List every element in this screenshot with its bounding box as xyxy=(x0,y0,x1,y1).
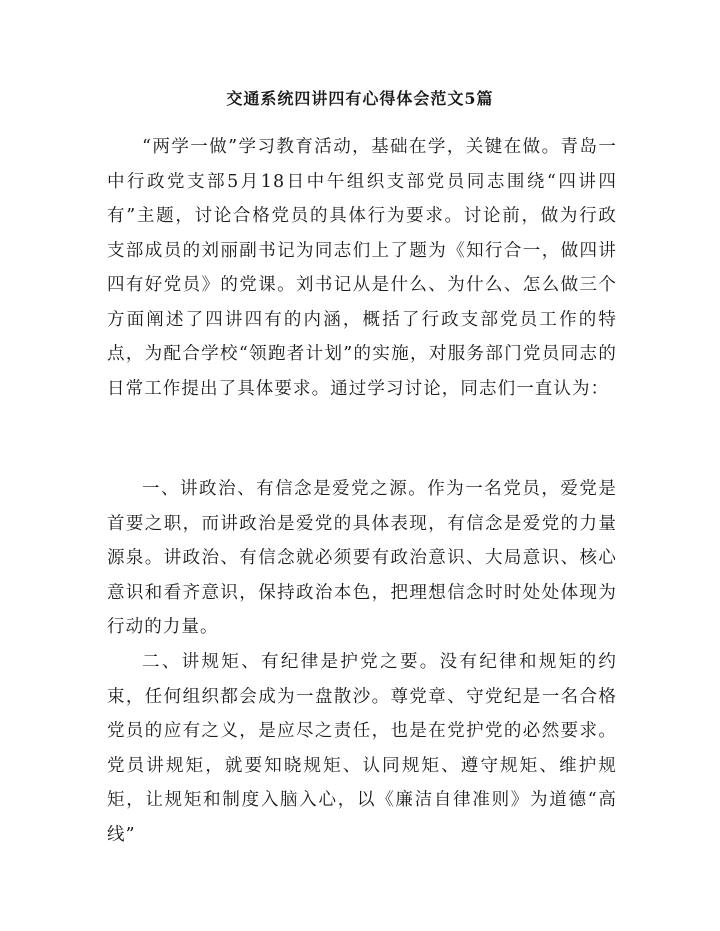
paragraph-point-one xyxy=(107,472,617,645)
document-title: 交通系统四讲四有心得体会范文5篇 xyxy=(226,89,494,108)
paragraph-point-two xyxy=(107,645,617,852)
paragraph-text: “两学一做”学习教育活动，基础在学，关键在做。青岛一中行政党支部5月18日中午组织支部党员同志围绕“四讲四有”主题，讨论合格党员的具体行为要求。讨论前，做为行政支部成员的刘丽副书记为同志们上了题为《知行合一，做四讲四有好党员》的党课。刘书记从是什么、为什么、怎么做三个方面阐述了四讲四有的内涵，概括了行政支部党员工作的特点，为配合学校“领跑者计划”的实施，对服务部门党员同志的日常工作提出了具体要求。通过学习讨论，同志们一直认为： xyxy=(107,137,617,399)
paragraph-text: 一、讲政治、有信念是爱党之源。作为一名党员，爱党是首要之职，而讲政治是爱党的具体表现，有信念是爱党的力量源泉。讲政治、有信念就必须要有政治意识、大局意识、核心意识和看齐意识，保持政治本色，把理想信念时时处处体现为行动的力量。 xyxy=(107,479,617,637)
paragraph-text: 二、讲规矩、有纪律是护党之要。没有纪律和规矩的约束，任何组织都会成为一盘散沙。尊党章、守党纪是一名合格党员的应有之义，是应尽之责任，也是在党护党的必然要求。党员讲规矩，就要知晓规矩、认同规矩、遵守规矩、维护规矩，让规矩和制度入脑入心，以《廉洁自律准则》为道德“高线” xyxy=(107,652,617,845)
paragraph-intro xyxy=(107,130,617,406)
